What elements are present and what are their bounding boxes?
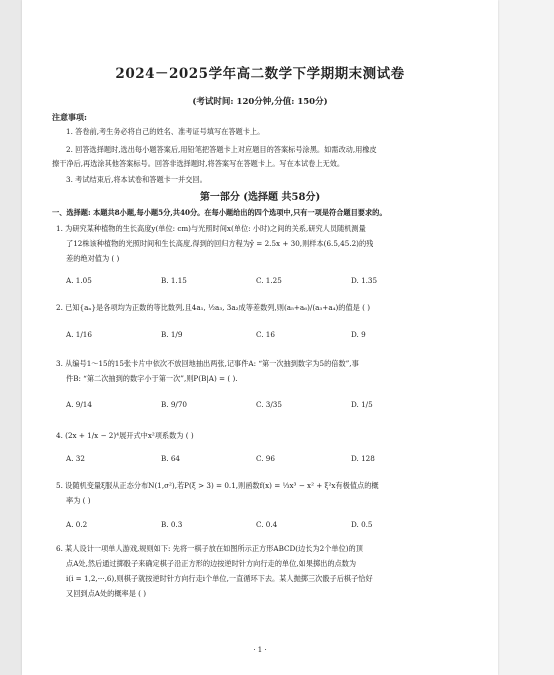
exam-title: 2024－2025学年高二数学下学期期末测试卷 [115, 66, 405, 82]
question-3 [52, 356, 472, 386]
option-c: C. 16 [256, 330, 275, 339]
option-d: D. 1.35 [351, 276, 378, 285]
option-d: D. 9 [351, 330, 366, 339]
question-line: 又回到点A处的概率是 ( ) [66, 589, 147, 598]
option-b: B. 1/9 [161, 330, 183, 339]
question-6 [52, 541, 472, 601]
option-a: A. 1.05 [66, 276, 92, 285]
question-line: 差的绝对值为 ( ) [66, 254, 120, 263]
page-gutter [498, 0, 554, 675]
option-a: A. 9/14 [66, 400, 92, 409]
question-line: 2. 已知{aₙ}是各项均为正数的等比数列,且4a₁, ½a₃, 3a₂成等差数列,则(a₅+a₆)/(a₃+a₄)的值是 ( ) [56, 303, 371, 312]
question-line: i(i = 1,2,···,6),则棋子就按逆时针方向行走i个单位,一直循环下去。某人抛掷三次骰子后棋子恰好 [66, 574, 373, 583]
option-a: A. 0.2 [66, 520, 88, 529]
question-line: 6. 某人设计一项单人游戏,规则如下: 先将一棋子放在如图所示正方形ABCD(边长为2个单位)的顶 [56, 544, 363, 553]
question-line: 件B: “第二次抽到的数字小于第一次”,则P(B|A) = ( ). [66, 374, 238, 383]
exam-page [22, 0, 498, 675]
option-d: D. 0.5 [351, 520, 373, 529]
note-2-cont: 擦干净后,再选涂其他答案标号。回答非选择题时,将答案写在答题卡上。写在本试卷上无效。 [52, 159, 345, 168]
option-b: B. 64 [161, 454, 180, 463]
question-2 [52, 300, 472, 315]
option-c: C. 3/35 [256, 400, 282, 409]
option-b: B. 0.3 [161, 520, 183, 529]
option-b: B. 1.15 [161, 276, 187, 285]
page-number: · 1 · [253, 646, 267, 654]
question-line: 率为 ( ) [66, 496, 91, 505]
option-a: A. 1/16 [66, 330, 92, 339]
question-5 [52, 478, 472, 508]
note-2: 2. 回答选择题时,选出每小题答案后,用铅笔把答题卡上对应题目的答案标号涂黑。如需改动,用橡皮 [66, 145, 377, 154]
exam-subtitle: (考试时间: 120分钟,分值: 150分) [192, 97, 328, 107]
option-c: C. 1.25 [256, 276, 282, 285]
question-line: 1. 为研究某种植物的生长高度y(单位: cm)与光照时间x(单位: 小时)之间的关系,研究人员随机测量 [56, 224, 366, 233]
notes-heading: 注意事项: [52, 112, 87, 122]
option-c: C. 96 [256, 454, 275, 463]
part-title: 第一部分 (选择题 共58分) [199, 192, 321, 203]
question-line: 4. (2x + 1/x − 2)⁴展开式中x²项系数为 ( ) [56, 431, 194, 440]
question-line: 3. 从编号1～15的15张卡片中依次不放回地抽出两张,记事件A: “第一次抽到数字为5的倍数”,事 [56, 359, 359, 368]
section-heading: 一、选择题: 本题共8小题,每小题5分,共40分。在每小题给出的四个选项中,只有一项是符合题目要求的。 [52, 208, 387, 217]
note-3: 3. 考试结束后,将本试卷和答题卡一并交回。 [66, 175, 207, 184]
option-c: C. 0.4 [256, 520, 278, 529]
option-b: B. 9/70 [161, 400, 187, 409]
note-1: 1. 答卷前,考生务必将自己的姓名、准考证号填写在答题卡上。 [66, 127, 265, 136]
question-4 [52, 428, 472, 443]
question-line: 5. 设随机变量ξ服从正态分布N(1,σ²),若P(ξ > 3) = 0.1,则函数f(x) = ⅓x³ − x² + ξ²x有极值点的概 [56, 481, 379, 490]
question-1 [52, 221, 472, 266]
question-line: 点A处,然后通过掷骰子来确定棋子沿正方形的边按逆时针方向行走的单位,如果掷出的点数为 [66, 559, 357, 568]
option-a: A. 32 [66, 454, 85, 463]
option-d: D. 1/5 [351, 400, 373, 409]
option-d: D. 128 [351, 454, 375, 463]
question-line: 了12株该种植物的光照时间和生长高度,得到的回归方程为ŷ = 2.5x + 30,则样本(6.5,45.2)的残 [66, 239, 374, 248]
